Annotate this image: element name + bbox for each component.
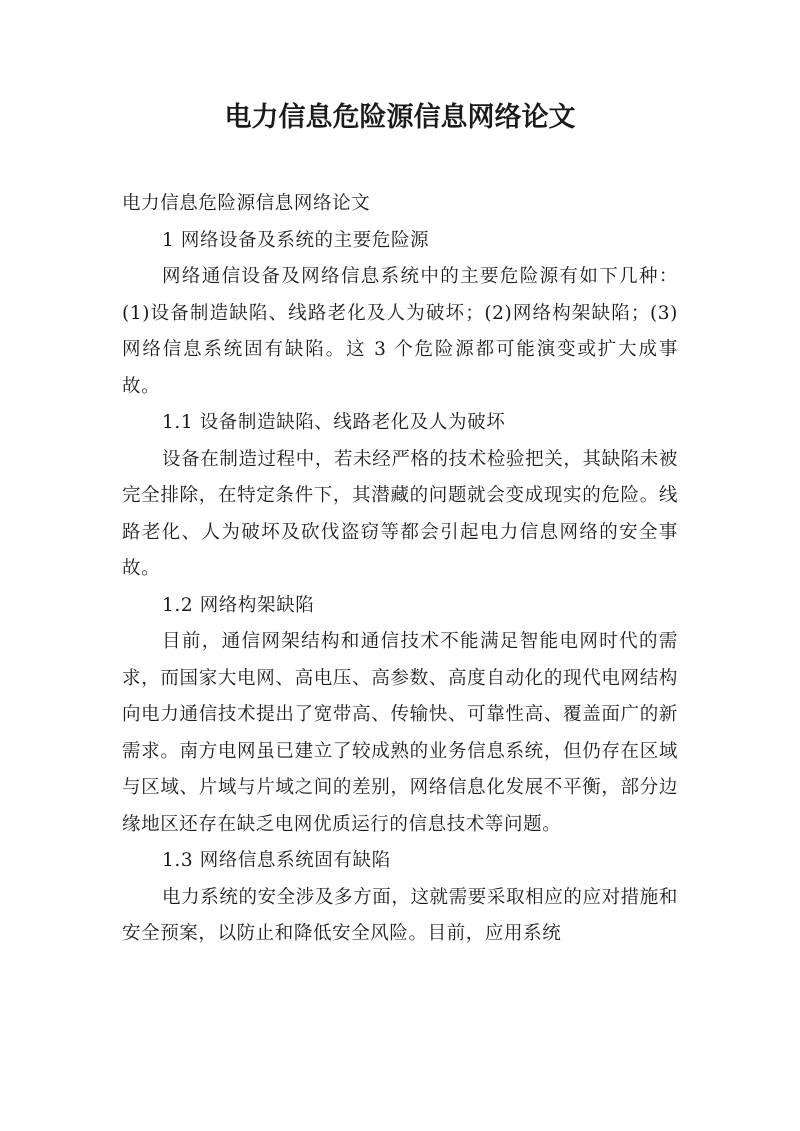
section-heading-1-1: 1.1 设备制造缺陷、线路老化及人为破坏 bbox=[162, 412, 506, 433]
document-title: 电力信息危险源信息网络论文 bbox=[224, 102, 576, 133]
section-heading-1-2: 1.2 网络构架缺陷 bbox=[162, 594, 315, 616]
paragraph-1-2: 目前，通信网架结构和通信技术不能满足智能电网时代的需求，而国家大电网、高电压、高参数、高度自动化的现代电网结构向电力通信技术提出了宽带高、传输快、可靠性高、覆盖面广的新需求。南方电网虽已建立了较成熟的业务信息系统，但仍存在区域与区域、片域与片域之间的差别，网络信息化发展不平衡，部分边缘地区还存在缺乏电网优质运行的信息技术等问题。 bbox=[122, 631, 678, 835]
section-heading-1: 1 网络设备及系统的主要危险源 bbox=[162, 229, 430, 251]
paragraph-heading: 电力信息危险源信息网络论文 bbox=[122, 193, 371, 214]
document-body bbox=[122, 186, 678, 953]
paragraph-1-3: 电力系统的安全涉及多方面，这就需要采取相应的应对措施和安全预案，以防止和降低安全风险。目前，应用系统 bbox=[122, 886, 678, 944]
section-heading-1-3: 1.3 网络信息系统固有缺陷 bbox=[162, 850, 391, 871]
paragraph-1: 网络通信设备及网络信息系统中的主要危险源有如下几种：(1)设备制造缺陷、线路老化及人为破坏；(2)网络构架缺陷；(3)网络信息系统固有缺陷。这 3 个危险源都可能演变或扩大成事故。 bbox=[122, 266, 678, 397]
paragraph-1-1: 设备在制造过程中，若未经严格的技术检验把关，其缺陷未被完全排除，在特定条件下，其潜藏的问题就会变成现实的危险。线路老化、人为破坏及砍伐盗窃等都会引起电力信息网络的安全事故。 bbox=[122, 448, 678, 579]
